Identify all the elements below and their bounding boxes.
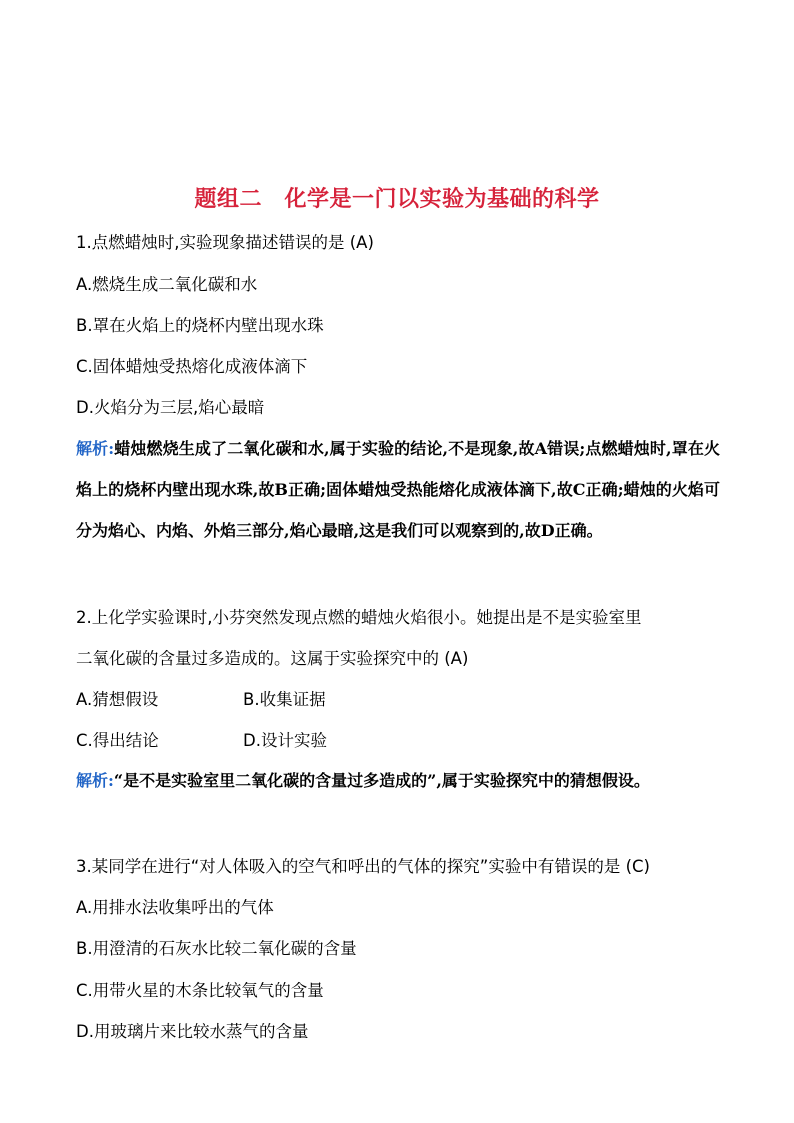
question-2-analysis [76, 760, 720, 801]
question-3-option-d: D.用玻璃片来比较水蒸气的含量 [76, 1022, 309, 1041]
question-1-option-d: D.火焰分为三层,焰心最暗 [76, 398, 265, 417]
question-3-option-c: C.用带火星的木条比较氧气的含量 [76, 981, 324, 1000]
question-3-option-b: B.用澄清的石灰水比较二氧化碳的含量 [76, 939, 357, 958]
section-title: 题组二 化学是一门以实验为基础的科学 [194, 187, 600, 212]
analysis-label: 解析: [76, 771, 114, 790]
question-2-option-d: D.设计实验 [243, 731, 327, 750]
question-1-option-a: A.燃烧生成二氧化碳和水 [76, 275, 258, 294]
question-3-stem: 3.某同学在进行“对人体吸入的空气和呼出的气体的探究”实验中有错误的是 (C) [76, 857, 650, 876]
analysis-text: 蜡烛燃烧生成了二氧化碳和水,属于实验的结论,不是现象,故A错误;点燃蜡烛时,罩在火焰上的烧杯内壁出现水珠,故B正确;固体蜡烛受热能熔化成液体滴下,故C正确;蜡烛的火焰可分为焰心、内焰、外焰三部分,焰心最暗,这是我们可以观察到的,故D正确。 [76, 439, 720, 540]
analysis-label: 解析: [76, 439, 115, 458]
question-1-analysis [76, 428, 720, 551]
question-2-option-c: C.得出结论 [76, 731, 159, 750]
question-1-option-b: B.罩在火焰上的烧杯内壁出现水珠 [76, 316, 324, 335]
question-2-option-a: A.猜想假设 [76, 690, 159, 709]
question-3-option-a: A.用排水法收集呼出的气体 [76, 898, 274, 917]
question-2-stem-line-2: 二氧化碳的含量过多造成的。这属于实验探究中的 (A) [76, 649, 469, 668]
question-1-option-c: C.固体蜡烛受热熔化成液体滴下 [76, 357, 308, 376]
question-2-option-b: B.收集证据 [243, 690, 326, 709]
analysis-text: “是不是实验室里二氧化碳的含量过多造成的”,属于实验探究中的猜想假设。 [113, 771, 650, 790]
question-1-stem: 1.点燃蜡烛时,实验现象描述错误的是 (A) [76, 233, 374, 252]
question-2-stem-line-1: 2.上化学实验课时,小芬突然发现点燃的蜡烛火焰很小。她提出是不是实验室里 [76, 608, 642, 627]
